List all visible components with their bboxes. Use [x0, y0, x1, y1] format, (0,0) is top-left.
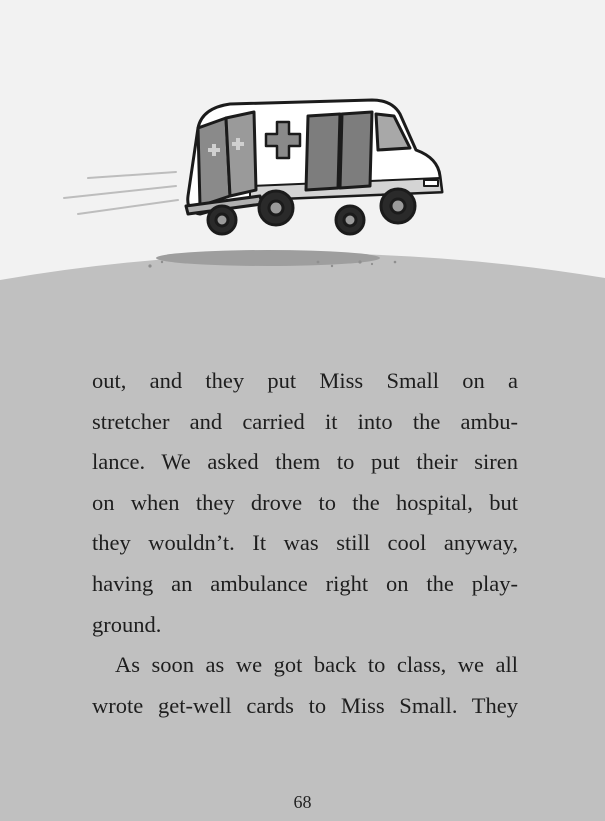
text-line: they wouldn’t. It was still cool anyway, — [92, 530, 518, 556]
text-line: out, and they put Miss Small on a — [92, 368, 518, 393]
ground-shadow — [156, 250, 380, 266]
text-line: lance. We asked them to put their siren — [92, 449, 518, 475]
motion-lines — [64, 172, 178, 214]
ambulance-icon — [186, 100, 442, 234]
text-line: having an ambulance right on the play- — [92, 570, 518, 596]
text-line: ground. — [92, 611, 162, 637]
text-line: on when they drove to the hospital, but — [92, 489, 518, 515]
text-line: stretcher and carried it into the ambu- — [92, 408, 518, 434]
paragraph-1 — [92, 361, 518, 645]
text-line: wrote get-well cards to Miss Small. They — [92, 692, 518, 718]
paragraph-2 — [92, 645, 518, 726]
page-number: 68 — [293, 792, 312, 812]
body-text — [92, 361, 518, 726]
text-line: As soon as we got back to class, we all — [115, 652, 518, 678]
